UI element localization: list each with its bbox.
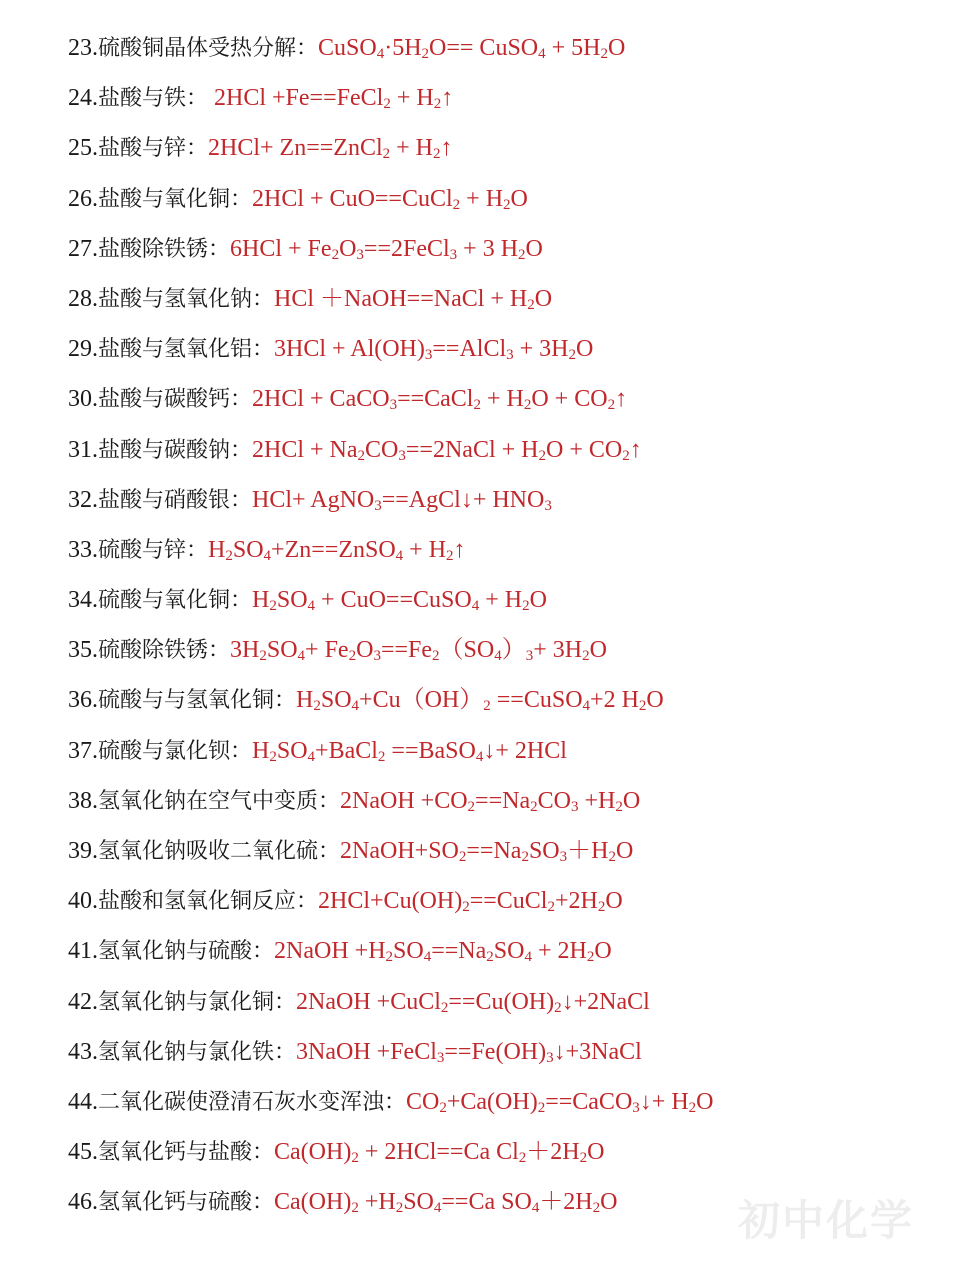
reaction-label: 二氧化碳使澄清石灰水变浑浊： bbox=[98, 1089, 407, 1115]
equation-number: 32. bbox=[68, 486, 98, 513]
chemical-equation: 2HCl + CaCO$_3$==CaCl$_2$ + $H_2O$ + $CO_2↑$ bbox=[252, 386, 628, 414]
chemical-equation: $Ca(OH)_2 + 2HCl==Ca$ $Cl_2+2H_2O$ bbox=[274, 1139, 605, 1167]
equation-number: 38. bbox=[68, 787, 98, 814]
chemical-equation: HCl+ AgNO$_3$==AgCl↓+ $HNO_3$ bbox=[252, 486, 552, 514]
reaction-label: 盐酸与铁： bbox=[98, 86, 209, 112]
chemical-equation: 2NaOH $+CO_2==Na_2CO_3 +H_2O$ bbox=[340, 787, 641, 815]
equation-number: 27. bbox=[68, 235, 98, 262]
equation-number: 29. bbox=[68, 336, 98, 363]
chemical-equation: 2HCl + CuO==CuCl$_2$ + $H_2O$ bbox=[252, 185, 528, 213]
equation-row bbox=[68, 327, 714, 377]
reaction-label: 硫酸与氧化铜： bbox=[98, 588, 253, 614]
chemical-equation: 3NaOH $+FeCl_3==Fe(OH)_3↓+3NaCl$ bbox=[296, 1038, 642, 1066]
chemical-equation: $3HCl + Al(OH)_3==AlCl_3 + 3H_2O$ bbox=[274, 336, 594, 364]
reaction-label: 硫酸除铁锈： bbox=[98, 638, 231, 664]
reaction-label: 盐酸与锌： bbox=[98, 136, 209, 162]
equation-number: 36. bbox=[68, 687, 98, 714]
reaction-label: 盐酸与氢氧化钠： bbox=[98, 286, 275, 312]
reaction-label: 盐酸除铁锈： bbox=[98, 236, 231, 262]
equation-row bbox=[68, 76, 714, 126]
chemical-equation: 2NaOH $+H_2SO_4==Na_2SO_4 + 2H_2O$ bbox=[274, 938, 612, 966]
equation-row bbox=[68, 177, 714, 227]
chemical-equation: $H_2SO_4+Zn==ZnSO_4$ + $H_2↑$ bbox=[208, 536, 466, 564]
reaction-label: 盐酸与氧化铜： bbox=[98, 186, 253, 212]
equation-row bbox=[68, 779, 714, 829]
reaction-label: 氢氧化钠与氯化铜： bbox=[98, 989, 297, 1015]
equation-row bbox=[68, 277, 714, 327]
equation-row bbox=[68, 478, 714, 528]
reaction-label: 氢氧化钠与氯化铁： bbox=[98, 1039, 297, 1065]
equation-row bbox=[68, 729, 714, 779]
equation-row bbox=[68, 1130, 714, 1180]
equation-row bbox=[68, 879, 714, 929]
chemical-equation: $2NaOH+SO_2==Na_2SO_3+H_2O$ bbox=[340, 838, 634, 865]
equation-row bbox=[68, 1180, 714, 1230]
chemical-equation: 2HCl+ Zn==ZnCl$_2$ + $H_2↑$ bbox=[208, 135, 453, 163]
equation-row bbox=[68, 227, 714, 277]
equation-number: 34. bbox=[68, 587, 98, 614]
equation-row bbox=[68, 678, 714, 728]
equation-row bbox=[68, 829, 714, 879]
equation-number: 30. bbox=[68, 386, 98, 413]
equation-number: 42. bbox=[68, 988, 98, 1015]
equation-number: 28. bbox=[68, 285, 98, 312]
chemical-equation: 2HCl +Fe==FeCl$_2$ + $H_2↑$ bbox=[208, 85, 454, 113]
equation-number: 31. bbox=[68, 436, 98, 463]
equation-row bbox=[68, 578, 714, 628]
watermark-logo: 初中化学 bbox=[737, 1196, 914, 1245]
reaction-label: 氢氧化钠在空气中变质： bbox=[98, 788, 341, 814]
chemical-equation: 2NaOH $+CuCl_2==Cu(OH)_2↓+2NaCl$ bbox=[296, 988, 650, 1016]
equation-number: 26. bbox=[68, 185, 98, 212]
equation-row bbox=[68, 428, 714, 478]
equation-number: 44. bbox=[68, 1088, 98, 1115]
reaction-label: 盐酸和氢氧化铜反应： bbox=[98, 889, 319, 915]
chemical-equation: $2HCl+Cu(OH)_2==CuCl_2+2H_2O$ bbox=[318, 888, 623, 916]
reaction-label: 盐酸与硝酸银： bbox=[98, 487, 253, 513]
reaction-label: 盐酸与碳酸钙： bbox=[98, 387, 253, 413]
equation-row bbox=[68, 1030, 714, 1080]
equation-list bbox=[68, 26, 714, 1231]
equation-number: 37. bbox=[68, 737, 98, 764]
reaction-label: 氢氧化钙与硫酸： bbox=[98, 1190, 275, 1216]
equation-number: 35. bbox=[68, 637, 98, 664]
equation-row bbox=[68, 377, 714, 427]
equation-row bbox=[68, 126, 714, 176]
equation-row bbox=[68, 528, 714, 578]
reaction-label: 氢氧化钠吸收二氧化硫： bbox=[98, 839, 341, 864]
chemical-equation: $Ca(OH)_2 +H_2SO_4==Ca$ $SO_4+2H_2O$ bbox=[274, 1189, 618, 1217]
equation-row bbox=[68, 26, 714, 76]
chemical-equation: $CuSO_4\cdot 5H_2O==$ CuSO$_4$ + $5H_2O$ bbox=[318, 35, 626, 62]
chemical-equation: $6HCl + Fe_2O_3==2FeCl_3 + 3$ $H_2O$ bbox=[230, 235, 543, 263]
equation-number: 25. bbox=[68, 135, 98, 162]
reaction-label: 硫酸与与氢氧化铜： bbox=[98, 688, 297, 714]
chemical-equation: $2HCl + Na_2CO_3==2NaCl + H_2O$ + $CO_2↑$ bbox=[252, 436, 642, 464]
equation-number: 40. bbox=[68, 888, 98, 915]
reaction-label: 盐酸与碳酸钠： bbox=[98, 437, 253, 463]
equation-row bbox=[68, 1080, 714, 1130]
chemical-equation: $H_2SO_4$ + CuO==CuSO$_4$ + $H_2O$ bbox=[252, 587, 547, 615]
equation-number: 45. bbox=[68, 1139, 98, 1166]
equation-number: 41. bbox=[68, 938, 98, 965]
equation-row bbox=[68, 929, 714, 979]
reaction-label: 盐酸与氢氧化铝： bbox=[98, 337, 275, 363]
reaction-label: 氢氧化钠与硫酸： bbox=[98, 939, 275, 965]
reaction-label: 硫酸铜晶体受热分解： bbox=[98, 36, 319, 61]
reaction-label: 硫酸与锌： bbox=[98, 537, 209, 563]
equation-number: 43. bbox=[68, 1038, 98, 1065]
equation-number: 39. bbox=[68, 838, 98, 864]
chemical-equation: $H_2SO_4+Cu(OH)_2$ ==CuSO$_4$+2 $H_2O$ bbox=[296, 687, 664, 715]
chemical-equation: $CO_2+Ca(OH)_2==CaCO_3↓+ H_2O$ bbox=[406, 1088, 714, 1116]
equation-number: 46. bbox=[68, 1189, 98, 1216]
reaction-label: 氢氧化钙与盐酸： bbox=[98, 1140, 275, 1166]
equation-row bbox=[68, 980, 714, 1030]
equation-number: 23. bbox=[68, 35, 98, 61]
equation-number: 24. bbox=[68, 85, 98, 112]
chemical-equation: $H_2SO_4+BaCl_2$ ==BaSO$_4$↓+ 2HCl bbox=[252, 737, 567, 765]
equation-number: 33. bbox=[68, 536, 98, 563]
reaction-label: 硫酸与氯化钡： bbox=[98, 738, 253, 764]
chemical-equation: HCl ＋NaOH==NaCl + $H_2O$ bbox=[274, 285, 553, 313]
chemical-equation: $3H_2SO_4+ Fe_2O_3==Fe_2(SO_4)_3+ 3H_2O$ bbox=[230, 637, 607, 665]
equation-row bbox=[68, 628, 714, 678]
